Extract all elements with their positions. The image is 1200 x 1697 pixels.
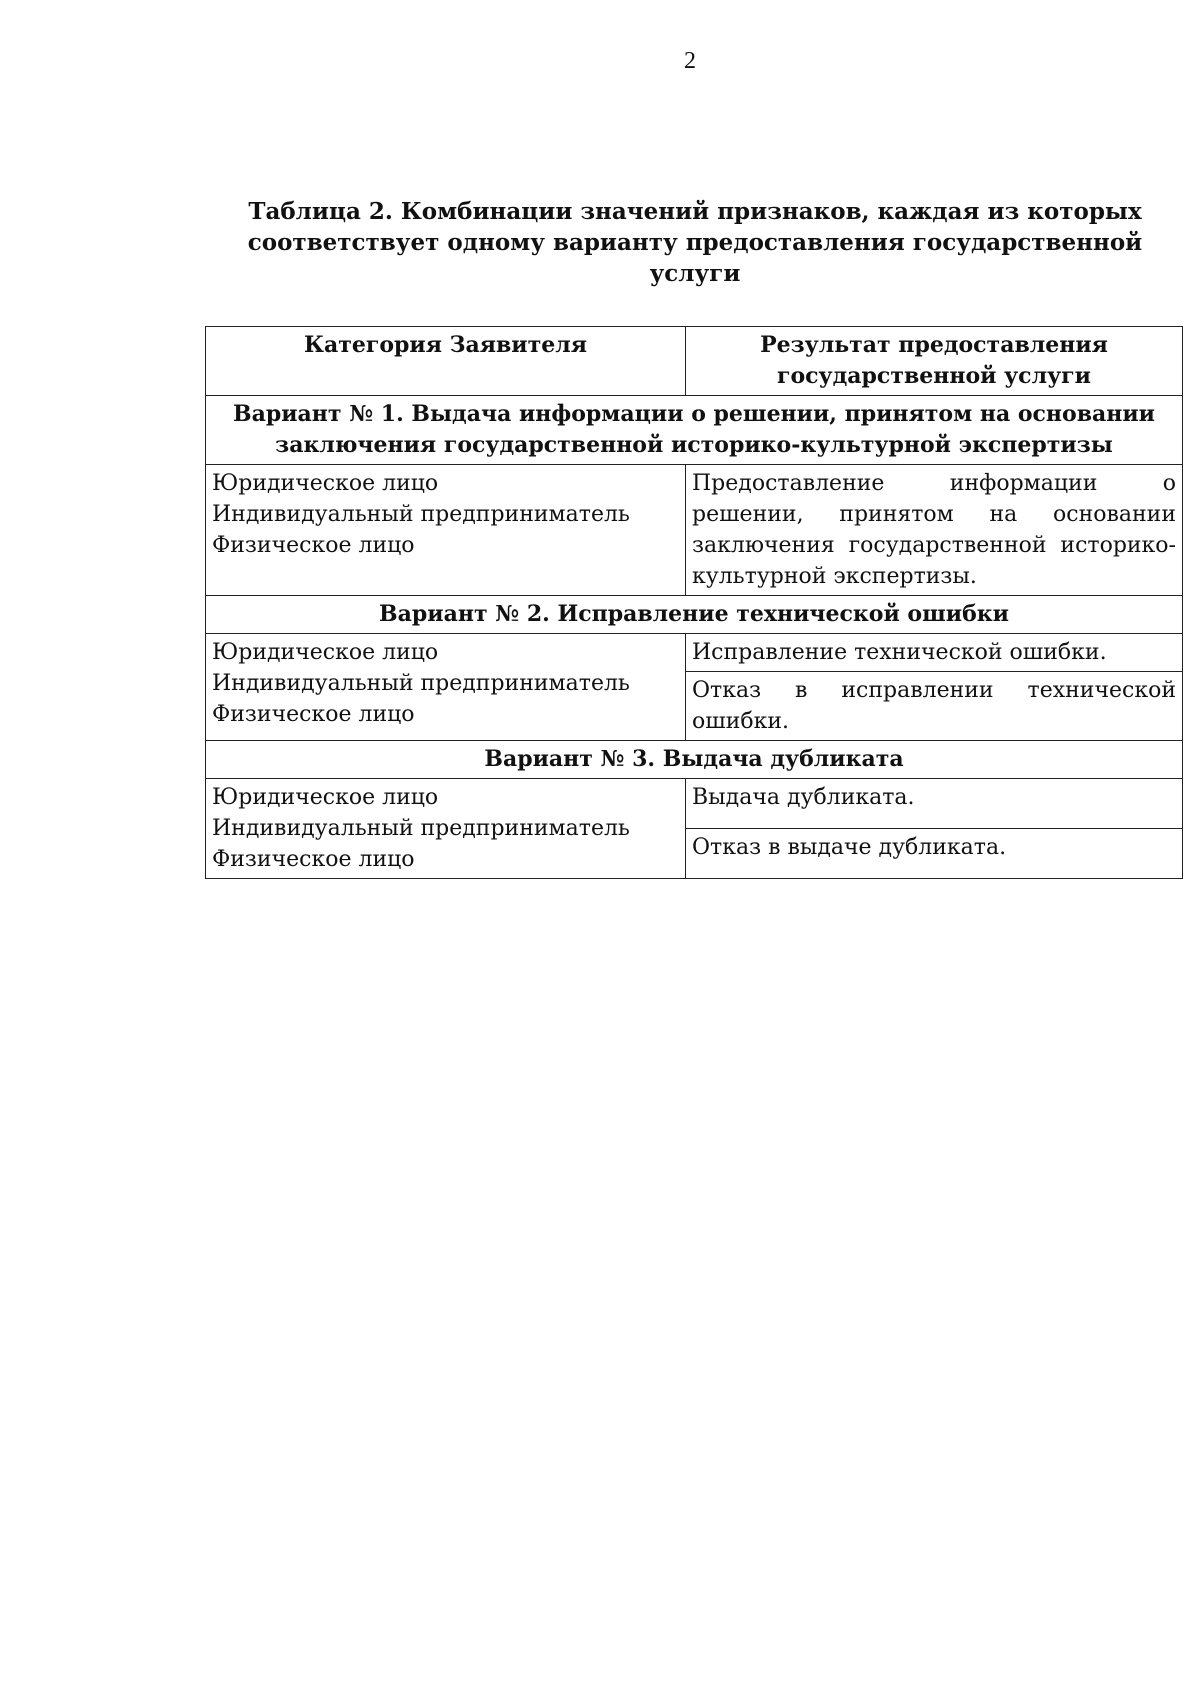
variant-2-result-1: Исправление технической ошибки. (686, 634, 1183, 672)
header-category (206, 327, 686, 396)
applicant-individual: Физическое лицо (212, 702, 415, 727)
variant-title-line: Вариант № 3. Выдача дубликата (484, 746, 904, 772)
variant-title-line: заключения государственной историко-культурной экспертизы (275, 432, 1113, 458)
applicant-entrepreneur: Индивидуальный предприниматель (212, 816, 630, 841)
variant-3-title (206, 741, 1183, 779)
table-header-row (206, 327, 1183, 396)
applicant-entrepreneur: Индивидуальный предприниматель (212, 502, 630, 527)
variant-3-result-1: Выдача дубликата. (686, 779, 1183, 829)
page-number: 2 (684, 48, 696, 74)
variants-table (205, 326, 1183, 879)
variant-1-result: Предоставление информации о решении, принятом на основании заключения государственной историко-культурной экспертизы. (686, 465, 1183, 596)
variant-2-title (206, 596, 1183, 634)
variant-2-result-2: Отказ в исправлении технической ошибки. (686, 672, 1183, 741)
header-category-label: Категория Заявителя (303, 332, 588, 358)
variant-3-title-row (206, 741, 1183, 779)
variant-3-result-2: Отказ в выдаче дубликата. (686, 829, 1183, 879)
table-title-line: Таблица 2. Комбинации значений признаков, каждая из которых (248, 198, 1142, 225)
variant-title-line: Вариант № 2. Исправление технической ошибки (379, 601, 1009, 627)
applicant-legal-entity: Юридическое лицо (212, 640, 439, 665)
variant-1-row (206, 465, 1183, 596)
table-title-line: услуги (649, 260, 741, 287)
variant-1-title-row (206, 396, 1183, 465)
variant-1-applicants (206, 465, 686, 596)
applicant-individual: Физическое лицо (212, 847, 415, 872)
header-result-line: государственной услуги (777, 363, 1091, 389)
applicant-legal-entity: Юридическое лицо (212, 785, 439, 810)
variant-1-title (206, 396, 1183, 465)
variant-title-line: Вариант № 1. Выдача информации о решении, принятом на основании (233, 401, 1155, 427)
header-result (686, 327, 1183, 396)
variant-3-applicants (206, 779, 686, 879)
applicant-legal-entity: Юридическое лицо (212, 471, 439, 496)
variant-2-applicants (206, 634, 686, 741)
variant-3-row (206, 779, 1183, 829)
applicant-individual: Физическое лицо (212, 533, 415, 558)
header-result-line: Результат предоставления (760, 332, 1108, 358)
table-title-line: соответствует одному варианту предоставления государственной (247, 229, 1143, 256)
table-title (230, 196, 1160, 289)
variant-2-row (206, 634, 1183, 672)
applicant-entrepreneur: Индивидуальный предприниматель (212, 671, 630, 696)
variant-2-title-row (206, 596, 1183, 634)
